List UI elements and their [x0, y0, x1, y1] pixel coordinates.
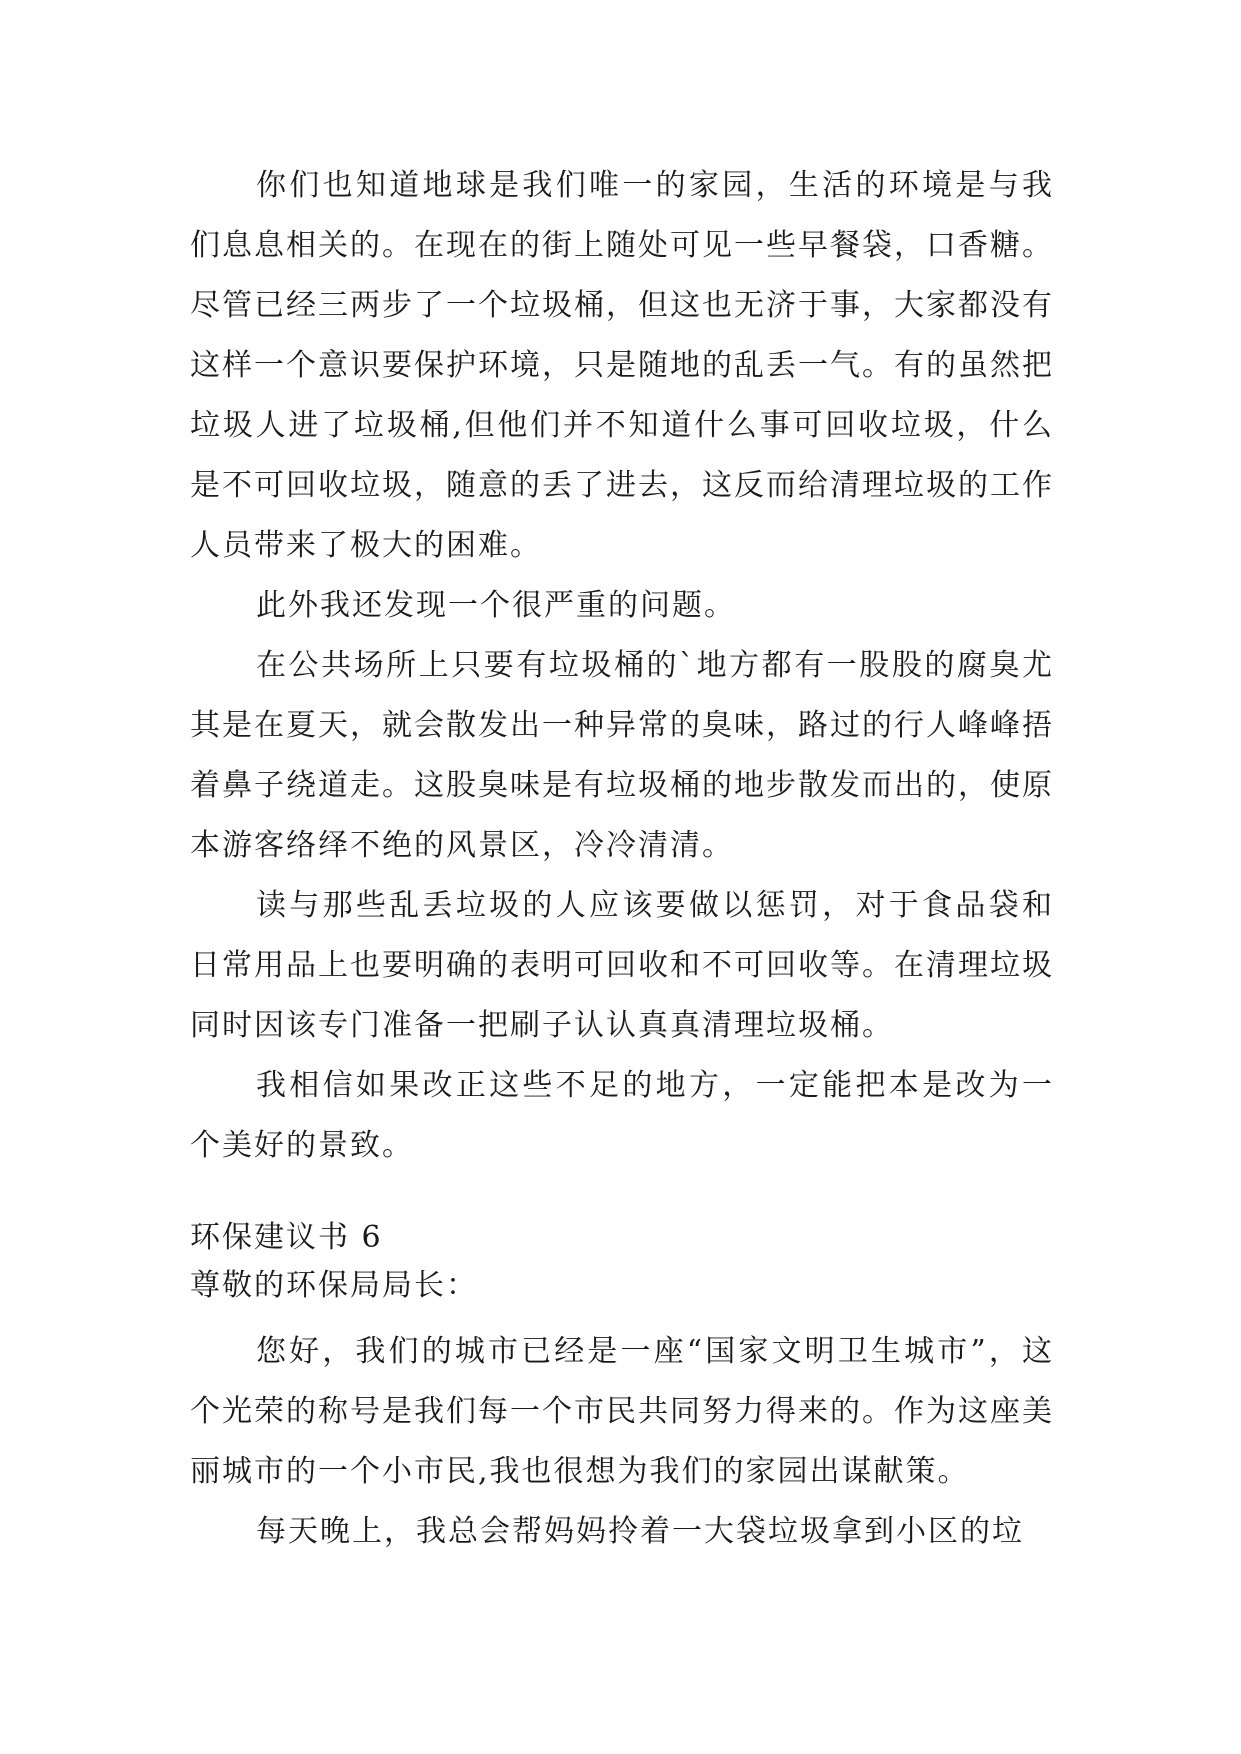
letter-body-continued: [190, 156, 1054, 1176]
paragraph: 此外我还发现一个很严重的问题。: [256, 588, 736, 623]
paragraph: 你们也知道地球是我们唯一的家园，生活的环境是与我们息息相关的。在现在的街上随处可见一些早餐袋，口香糖。尽管已经三两步了一个垃圾桶，但这也无济于事，大家都没有这样一个意识要保护环境，只是随地的乱丢一气。有的虽然把垃圾人进了垃圾桶,但他们并不知道什么事可回收垃圾，什么是不可回收垃圾，随意的丢了进去，这反而给清理垃圾的工作人员带来了极大的困难。: [190, 168, 1054, 563]
letter-6: [190, 1214, 1054, 1562]
letter-body: [190, 1322, 1054, 1562]
letter-header: [190, 1214, 1054, 1310]
paragraph: 读与那些乱丢垃圾的人应该要做以惩罚，对于食品袋和日常用品上也要明确的表明可回收和不可回收等。在清理垃圾同时因该专门准备一把刷子认认真真清理垃圾桶。: [190, 888, 1054, 1043]
paragraph: 每天晚上，我总会帮妈妈拎着一大袋垃圾拿到小区的垃: [256, 1514, 1024, 1549]
letter-salutation: 尊敬的环保局局长：: [190, 1268, 478, 1303]
paragraph: 我相信如果改正这些不足的地方，一定能把本是改为一个美好的景致。: [190, 1068, 1054, 1163]
paragraph: 在公共场所上只要有垃圾桶的`地方都有一股股的腐臭尤其是在夏天，就会散发出一种异常的臭味，路过的行人峰峰捂着鼻子绕道走。这股臭味是有垃圾桶的地步散发而出的，使原本游客络绎不绝的风景区，冷冷清清。: [190, 648, 1054, 863]
paragraph: 您好，我们的城市已经是一座“国家文明卫生城市”，这个光荣的称号是我们每一个市民共同努力得来的。作为这座美丽城市的一个小市民,我也很想为我们的家园出谋献策。: [190, 1334, 1054, 1489]
letter-title: 环保建议书 6: [190, 1220, 383, 1255]
